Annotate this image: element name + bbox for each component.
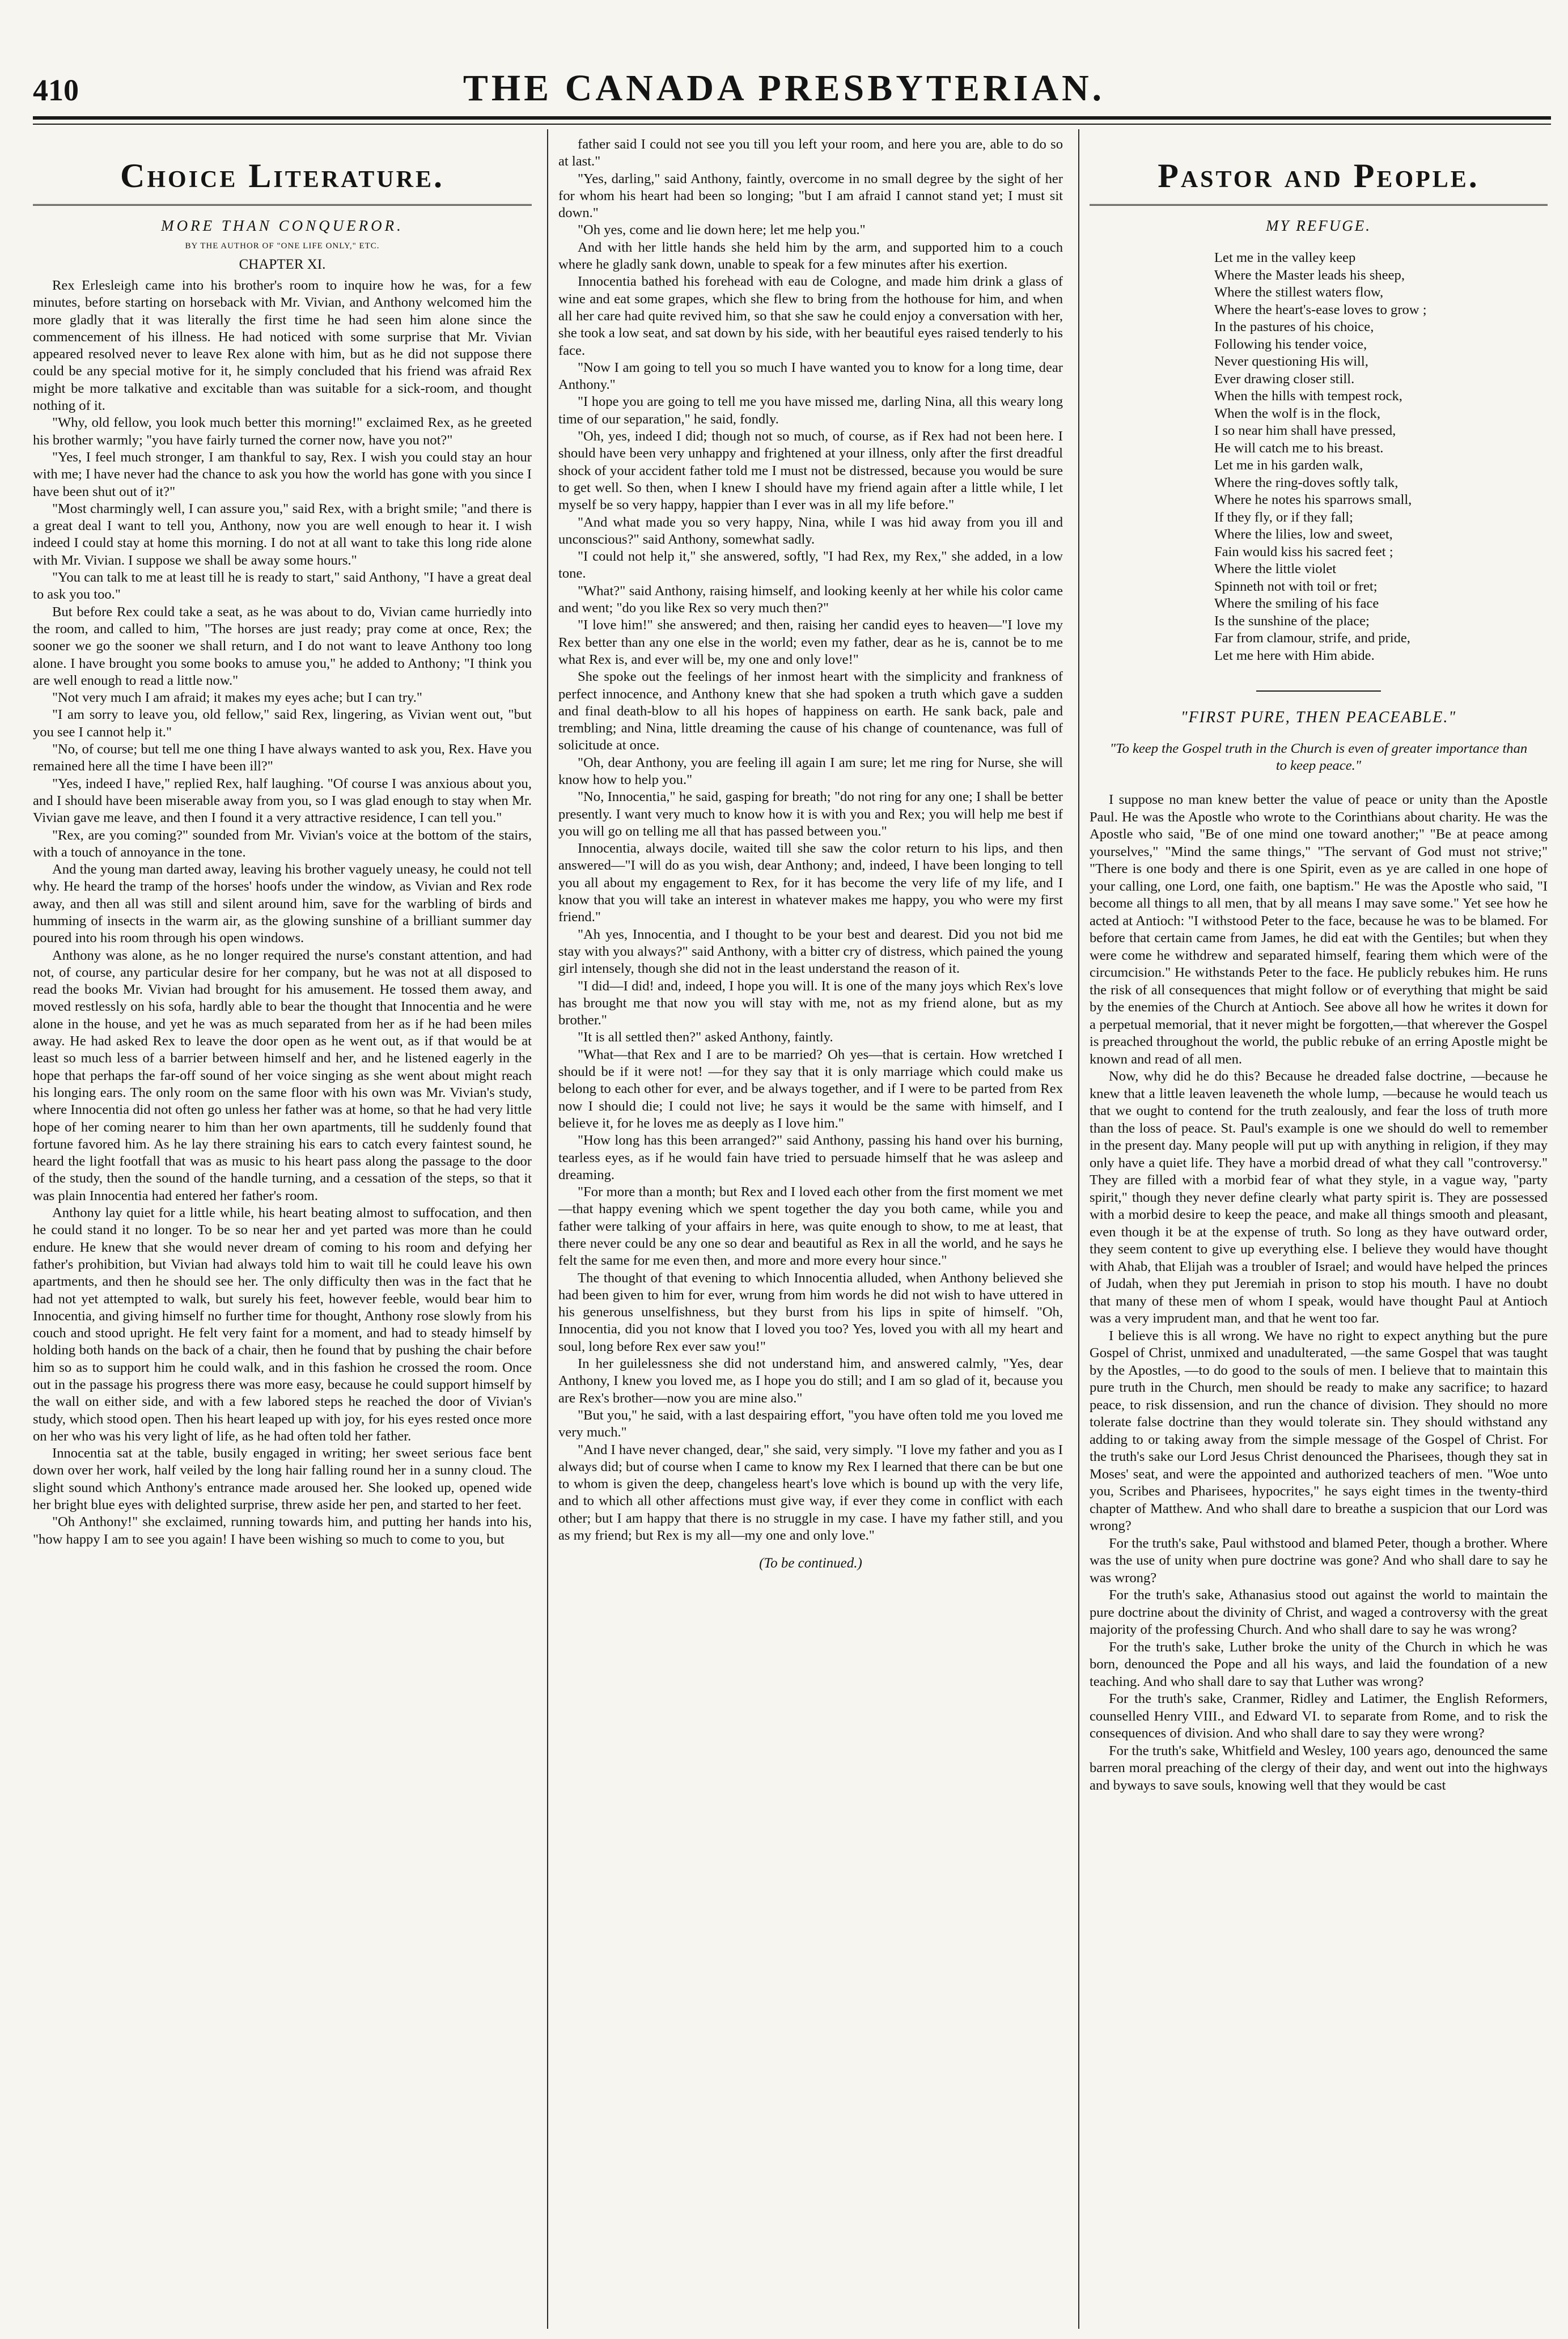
- article-title: "FIRST PURE, THEN PEACEABLE.": [1180, 709, 1457, 726]
- story-paragraph: But before Rex could take a seat, as he was about to do, Vivian came hurriedly into the room, and called to him, "The horses are just ready; pray come at once, Rex; the sooner we go the sooner we shall return, and I do not want to leave Anthony too long alone. I have brought you some books to amuse you," he added to Anthony; "I think you are well enough to read a little now.": [33, 604, 532, 688]
- poem-line: Where the smiling of his face: [1214, 596, 1379, 611]
- poem-title: MY REFUGE.: [1266, 217, 1371, 234]
- article-paragraph: For the truth's sake, Athanasius stood out against the world to maintain the pure doctrine about the divinity of Christ, and waged a controversy with the great majority of the professing Church. And who shall dare to say he was wrong?: [1090, 1587, 1548, 1637]
- poem-line: Where the ring-doves softly talk,: [1214, 474, 1399, 490]
- poem-line: Never questioning His will,: [1214, 354, 1368, 369]
- story-paragraph: "But you," he said, with a last despairing effort, "you have often told me you loved me very much.": [558, 1407, 1063, 1440]
- story-body-part-1: [33, 277, 532, 1548]
- poem-line: Far from clamour, strife, and pride,: [1214, 630, 1410, 646]
- article-paragraph: For the truth's sake, Paul withstood and blamed Peter, though a brother. Where was the use of unity when pure doctrine was gone? And who shall dare to say he was wrong?: [1090, 1535, 1548, 1586]
- article-paragraph: For the truth's sake, Cranmer, Ridley and Latimer, the English Reformers, counselled Henry VIII., and Edward VI. to separate from Rome, and to risk the consequences of division. And who shall dare to say they were wrong?: [1090, 1691, 1548, 1741]
- story-paragraph: "What?" said Anthony, raising himself, and looking keenly at her while his color came and went; "do you like Rex so very much then?": [558, 583, 1063, 616]
- poem-body: [1214, 249, 1548, 664]
- story-paragraph: "Why, old fellow, you look much better this morning!" exclaimed Rex, as he greeted his brother warmly; "you have fairly turned the corner now, have you not?": [33, 415, 532, 448]
- poem-line: Where the stillest waters flow,: [1214, 285, 1384, 300]
- poem-line: Spinneth not with toil or fret;: [1214, 578, 1378, 594]
- article-body: [1090, 791, 1548, 1794]
- story-paragraph: Innocentia, always docile, waited till she saw the color return to his lips, and then answered—"I will do as you wish, dear Anthony; and, indeed, I have been longing to tell you all about my engagement to Rex, for it has become the very life of my life, and I know that you will take an interest in whatever makes me happy, you who were my first friend.": [558, 841, 1063, 925]
- story-paragraph: "For more than a month; but Rex and I loved each other from the first moment we met—that happy evening which we spent together the day you both came, while you and father were talking of your affairs in here, was quite enough to show, to me at least, that there never could be any one so dear and beautiful as Rex in all the world, and he says he felt the same for me even then, and more and more every hour since.": [558, 1184, 1063, 1269]
- story-paragraph: "How long has this been arranged?" said Anthony, passing his hand over his burning, tearless eyes, as if he would fain have tried to persuade himself that he was asleep and dreaming.: [558, 1133, 1063, 1183]
- section-separator-rule: [1256, 690, 1381, 692]
- story-paragraph: "Oh, dear Anthony, you are feeling ill again I am sure; let me ring for Nurse, she will know how to help you.": [558, 755, 1063, 787]
- story-paragraph: "I love him!" she answered; and then, raising her candid eyes to heaven—"I love my Rex better than any one else in the world; even my father, dear as he is, cannot be to me what Rex is, and ever will be, my one and only love!": [558, 617, 1063, 667]
- story-byline: BY THE AUTHOR OF "ONE LIFE ONLY," ETC.: [185, 241, 380, 251]
- article-paragraph: I suppose no man knew better the value of peace or unity than the Apostle Paul. He was the Apostle who wrote to the Corinthians about charity. He was the Apostle who said, "Be of one mind one toward another;" "Be at peace among yourselves," "Mind the same things," "The servant of God must not strive;" "There is one body and there is one Spirit, even as ye are called in one hope of your calling, one Lord, one faith, one baptism." He was the Apostle who said, "I become all things to all men, that by all means I may save some." Yet see how he acted at Antioch: "I withstood Peter to the face, because he was to be blamed. For before that certain came from James, he did eat with the Gentiles; but when they were come he withdrew and separated himself, fearing them which were of the circumcision." He withstands Peter to the face. He publicly rebukes him. He runs the risk of all consequences that might follow or of everything that might be said by the enemies of the Church at Antioch. See above all how he writes it down for a perpetual memorial, that it never might be forgotten,—that wherever the Gospel is preached throughout the world, the public rebuke of an erring Apostle might be known and read of all men.: [1090, 792, 1548, 1067]
- poem-line: Ever drawing closer still.: [1214, 371, 1355, 387]
- poem-line: In the pastures of his choice,: [1214, 319, 1374, 334]
- column-pastor-and-people: [1090, 136, 1548, 2324]
- story-paragraph: "Most charmingly well, I can assure you," said Rex, with a bright smile; "and there is a great deal I want to tell you, Anthony, now you are well enough to hear it. I wish indeed I could stay at home this morning. I do not at all want to take this long ride alone with Mr. Vivian. I suppose we shall be away some hours.": [33, 501, 532, 568]
- story-paragraph: Innocentia sat at the table, busily engaged in writing; her sweet serious face bent down over her work, half veiled by the long hair falling round her in a sunny cloud. The slight sound which Anthony's entrance made aroused her. She looked up, opened wide her bright blue eyes with delighted surprise, threw aside her pen, and started to her feet.: [33, 1446, 532, 1513]
- story-paragraph: "Oh, yes, indeed I did; though not so much, of course, as if Rex had not been here. I should have been very unhappy and frightened at your illness, only after the first dreadful shock of your accident father told me I must not be distressed, because you would be sure to get well. So then, when I knew I should have my friend again after a little while, I let myself be so very happy, happier than I ever was in all my life before.": [558, 429, 1063, 513]
- section-heading-pastor-and-people: Pastor and People.: [1090, 147, 1548, 206]
- story-paragraph: Innocentia bathed his forehead with eau de Cologne, and made him drink a glass of wine and eat some grapes, which she flew to bring from the hothouse for him, and when all her care had quite revived him, so that she saw he could enjoy a conversation with her, she took a low seat, and sat down by his side, with her beautiful eyes raised tenderly to his face.: [558, 274, 1063, 358]
- story-paragraph: "I hope you are going to tell me you have missed me, darling Nina, all this weary long time of our separation," he said, fondly.: [558, 394, 1063, 427]
- poem-line: Where the Master leads his sheep,: [1214, 267, 1405, 283]
- page-number: 410: [33, 73, 79, 107]
- chapter-heading: CHAPTER XI.: [239, 257, 326, 272]
- column-story-continued: [558, 136, 1063, 2324]
- poem-line: Is the sunshine of the place;: [1214, 613, 1370, 629]
- story-paragraph: "What—that Rex and I are to be married? Oh yes—that is certain. How wretched I should be if it were not! —for they say that it is only marriage which could make us belong to each other for ever, and be always together, and if I were to be parted from Rex now I should die; I could not live; he says it would be the same with himself, and I believe it, for he loves me as deeply as I love him.": [558, 1046, 1063, 1131]
- poem-line: When the wolf is in the flock,: [1214, 405, 1380, 421]
- story-paragraph: "Oh yes, come and lie down here; let me help you.": [578, 222, 866, 238]
- story-paragraph: "I could not help it," she answered, softly, "I had Rex, my Rex," she added, in a low tone.: [558, 549, 1063, 582]
- story-paragraph: She spoke out the feelings of her inmost heart with the simplicity and frankness of perfect innocence, and Anthony knew that she had spoken a truth which gave a sudden and final death-blow to all his hopes of happiness on earth. He sank back, pale and trembling; and Nina, little dreaming the cause of his change of countenance, was full of solicitude at once.: [558, 669, 1063, 753]
- poem-line: Let me in his garden walk,: [1214, 457, 1363, 473]
- article-paragraph: For the truth's sake, Whitfield and Wesley, 100 years ago, denounced the same barren moral preaching of the clergy of their day, and went out into the highways and byways to save souls, knowing well that they would be cast: [1090, 1743, 1548, 1793]
- story-paragraph: "It is all settled then?" asked Anthony, faintly.: [578, 1029, 833, 1045]
- poem-line: Following his tender voice,: [1214, 336, 1367, 352]
- story-paragraph: "You can talk to me at least till he is ready to start," said Anthony, "I have a great deal to ask you too.": [33, 570, 532, 603]
- article-paragraph: For the truth's sake, Luther broke the unity of the Church in which he was born, denounced the Pope and all his ways, and laid the foundation of a new teaching. And who shall dare to say that Luther was wrong?: [1090, 1639, 1548, 1689]
- header-rule-thin: [33, 124, 1551, 125]
- story-title: MORE THAN CONQUEROR.: [161, 217, 404, 234]
- story-paragraph: Rex Erlesleigh came into his brother's room to inquire how he was, for a few minutes, before starting on horseback with Mr. Vivian, and Anthony welcomed him the more gladly that it was literally the first time he had seen him alone since the commencement of his illness. He had noticed with some surprise that Mr. Vivian appeared resolved never to leave Rex alone with him, but as he did not suppose there could be any special motive for it, he simply concluded that his friend was afraid Rex might be more talkative and excitable than was suitable for a sick-room, and thought nothing of it.: [33, 278, 532, 414]
- story-paragraph: "Yes, darling," said Anthony, faintly, overcome in no small degree by the sight of her for whom his heart had been so longing; "but I am afraid I cannot stand yet; I must sit down.": [558, 171, 1063, 221]
- column-divider-right: [1078, 129, 1079, 2329]
- poem-line: Where the heart's-ease loves to grow ;: [1214, 302, 1427, 317]
- column-divider-left: [547, 129, 548, 2329]
- story-paragraph: "I did—I did! and, indeed, I hope you will. It is one of the many joys which Rex's love has brought me that now you will stay with me, not as my friend alone, but as my brother.": [558, 978, 1063, 1028]
- poem-line: Let me in the valley keep: [1214, 250, 1356, 265]
- story-paragraph: And the young man darted away, leaving his brother vaguely uneasy, he could not tell why. He heard the tramp of the horses' hoofs under the window, as Vivian and Rex rode away, and then all was still and silent around him, save for the warbling of birds and humming of insects in the warm air, as the glowing sunshine of a brilliant summer day poured into his room through his open windows.: [33, 862, 532, 946]
- article-epigraph: "To keep the Gospel truth in the Church is even of greater importance than to keep peace.": [1109, 741, 1528, 773]
- article-paragraph: I believe this is all wrong. We have no right to expect anything but the pure Gospel of Christ, unmixed and unadulterated, —the same Gospel that was taught by the Apostles, —to do good to the souls of men. I believe that to maintain this pure truth in the Church, men should be ready to make any sacrifice; to hazard peace, to risk dissension, and run the chance of division. They should no more tolerate false doctrine than they would tolerate sin. They should withstand any adding to or taking away from the simple message of the Gospel of Christ. For the truth's sake our Lord Jesus Christ denounced the Pharisees, though they sat in Moses' seat, and were the appointed and authorized teachers of men. "Woe unto you, Scribes and Pharisees, hypocrites," he says eight times in the twenty-third chapter of Matthew. And who shall dare to breathe a suspicion that our Lord was wrong?: [1090, 1328, 1548, 1533]
- poem-line: Where he notes his sparrows small,: [1214, 492, 1412, 507]
- masthead: [0, 0, 1568, 125]
- story-paragraph: "And I have never changed, dear," she said, very simply. "I love my father and you as I always did; but of course when I came to know my Rex I learned that there can be but one to whom is given the deep, changeless heart's love which is bound up with the very life, and to which all other affections must give way, if ever they come in conflict with each other; but I am happy that there is no struggle in my case. I have my father still, and you as my friend; but Rex is my all—my one and only love.": [558, 1442, 1063, 1544]
- story-body-part-2: [558, 136, 1063, 1544]
- story-paragraph: "No, of course; but tell me one thing I have always wanted to ask you, Rex. Have you remained here all the time I have been ill?": [33, 741, 532, 774]
- poem-line: When the hills with tempest rock,: [1214, 388, 1402, 404]
- story-paragraph: "No, Innocentia," he said, gasping for breath; "do not ring for any one; I shall be better presently. I want very much to know how it is with you and Rex; you will help me best if you will go on telling me all that has passed between you.": [558, 789, 1063, 839]
- article-paragraph: Now, why did he do this? Because he dreaded false doctrine, —because he knew that a little leaven leaveneth the whole lump, —because he would teach us that we ought to contend for the truth zealously, and fear the loss of truth more than the loss of peace. St. Paul's example is one we should do well to remember in the present day. Many people will put up with anything in religion, if they may only have a quiet life. They have a morbid dread of what they call "controversy." They are filled with a morbid fear of what they style, in a vague way, "party spirit," though they never define clearly what party spirit is. They are possessed with a morbid desire to keep the peace, and make all things smooth and pleasant, even though it be at the expense of truth. So long as they have outward order, they seem content to give up everything else. I believe they would have thought with Ahab, that Elijah was a troubler of Israel; and would have helped the princes of Judah, when they put Jeremiah in prison to stop his mouth. I have no doubt that many of these men of whom I speak, would have thought Paul at Antioch was a very imprudent man, and that he went too far.: [1090, 1069, 1548, 1326]
- poem-line: Let me here with Him abide.: [1214, 647, 1375, 663]
- story-paragraph: "Ah yes, Innocentia, and I thought to be your best and dearest. Did you not bid me stay with you always?" said Anthony, with a bitter cry of distress, which pained the young girl intensely, though she did not in the least understand the reason of it.: [558, 926, 1063, 977]
- story-paragraph: "I am sorry to leave you, old fellow," said Rex, lingering, as Vivian went out, "but you see I cannot help it.": [33, 707, 532, 740]
- column-choice-literature: [33, 136, 532, 2324]
- story-paragraph: "And what made you so very happy, Nina, while I was hid away from you ill and unconscious?" said Anthony, somewhat sadly.: [558, 514, 1063, 547]
- poem-line: I so near him shall have pressed,: [1214, 423, 1396, 438]
- poem-line: Where the lilies, low and sweet,: [1214, 527, 1393, 542]
- story-paragraph: And with her little hands she held him by the arm, and supported him to a couch where he gladly sank down, unable to speak for a few minutes after his exertion.: [558, 239, 1063, 273]
- story-paragraph: "Yes, I feel much stronger, I am thankful to say, Rex. I wish you could stay an hour with me; I have never had the chance to ask you how the world has gone with you since I have been shut out of it?": [33, 449, 532, 499]
- story-paragraph: Anthony lay quiet for a little while, his heart beating almost to suffocation, and then he could stand it no longer. To be so near her and yet parted was more than he could endure. He knew that she would never dream of coming to his room and defying her father's prohibition, but Vivian had always told him to wait till he could leave his own apartments, and then he should see her. The only difficulty then was in the fact that he had not yet attempted to walk, but surely his feet, however feeble, would bear him to Innocentia, and giving himself no further time for thought, Anthony rose slowly from his couch and stood upright. He felt very faint for a moment, and had to steady himself by holding both hands on the back of a chair, then he found that by pushing the chair before him so as to support him he could walk, and in this fashion he crossed the room. Once out in the passage his progress there was more easy, because he could support himself by the wall on either side, and with a few labored steps he reached the door of Vivian's study, which stood open. Then his heart leaped up with joy, for his eyes rested once more on her who was his very light of life, as he had often told her father.: [33, 1205, 532, 1444]
- section-heading-choice-literature: Choice Literature.: [33, 147, 532, 206]
- poem-line: He will catch me to his breast.: [1214, 440, 1384, 456]
- header-rule-thick: [33, 116, 1551, 120]
- story-paragraph: Anthony was alone, as he no longer required the nurse's constant attention, and had not, of course, any particular desire for her company, but he was not at all disposed to read the books Mr. Vivian had brought for his amusement. He tossed them away, and moved restlessly on his sofa, hardly able to bear the thought that Innocentia and he were alone in the house, and yet he was as much separated from her as if he had been miles away. He had asked Rex to leave the door open as he went out, as if that would be at least so much less of a barrier between himself and her, and he listened eagerly in the hope that perhaps the far-off sound of her voice singing as she went about might reach his longing ears. The only room on the same floor with his own was Mr. Vivian's study, where Innocentia did not often go unless her father was at home, so that he had very little hope of her coming nearer to him than her own apartments, till he suddenly found that fortune favored him. As he lay there straining his ears to catch every faintest sound, he heard the light footfall that was as music to his heart pass along the passage to the door of the study, then the sound of the handle turning, and a cessation of the steps, so that it was plain Innocentia had entered her father's room.: [33, 947, 532, 1204]
- story-paragraph: "Rex, are you coming?" sounded from Mr. Vivian's voice at the bottom of the stairs, with a touch of annoyance in the tone.: [33, 827, 532, 860]
- to-be-continued-note: (To be continued.): [759, 1556, 862, 1571]
- poem-line: If they fly, or if they fall;: [1214, 509, 1353, 525]
- poem-line: Fain would kiss his sacred feet ;: [1214, 544, 1393, 560]
- story-paragraph: The thought of that evening to which Innocentia alluded, when Anthony believed she had been given to him for ever, wrung from him words he did not wish to have uttered in his generous unselfishness, but they burst from his lips in spite of himself. "Oh, Innocentia, did you not know that I loved you too? Yes, loved you with all my heart and soul, long before Rex ever saw you!": [558, 1270, 1063, 1354]
- story-paragraph: "Not very much I am afraid; it makes my eyes ache; but I can try.": [52, 690, 422, 706]
- story-paragraph: father said I could not see you till you left your room, and here you are, able to do so at last.": [558, 137, 1063, 170]
- story-paragraph: "Now I am going to tell you so much I have wanted you to know for a long time, dear Anthony.": [558, 359, 1063, 393]
- story-paragraph: "Yes, indeed I have," replied Rex, half laughing. "Of course I was anxious about you, and I should have been miserable away from you, so I was glad enough to stay when Mr. Vivian gave me leave, and then I found it a very attractive residence, I can tell you.": [33, 776, 532, 826]
- journal-title: THE CANADA PRESBYTERIAN.: [463, 67, 1105, 109]
- poem-line: Where the little violet: [1214, 561, 1337, 577]
- story-paragraph: "Oh Anthony!" she exclaimed, running towards him, and putting her hands into his, "how happy I am to see you again! I have been wishing so much to come to you, but: [33, 1514, 532, 1547]
- story-paragraph: In her guilelessness she did not understand him, and answered calmly, "Yes, dear Anthony, I knew you loved me, as I hope you do still; and I am so glad of it, because you are Rex's brother—now you are mine also.": [558, 1356, 1063, 1406]
